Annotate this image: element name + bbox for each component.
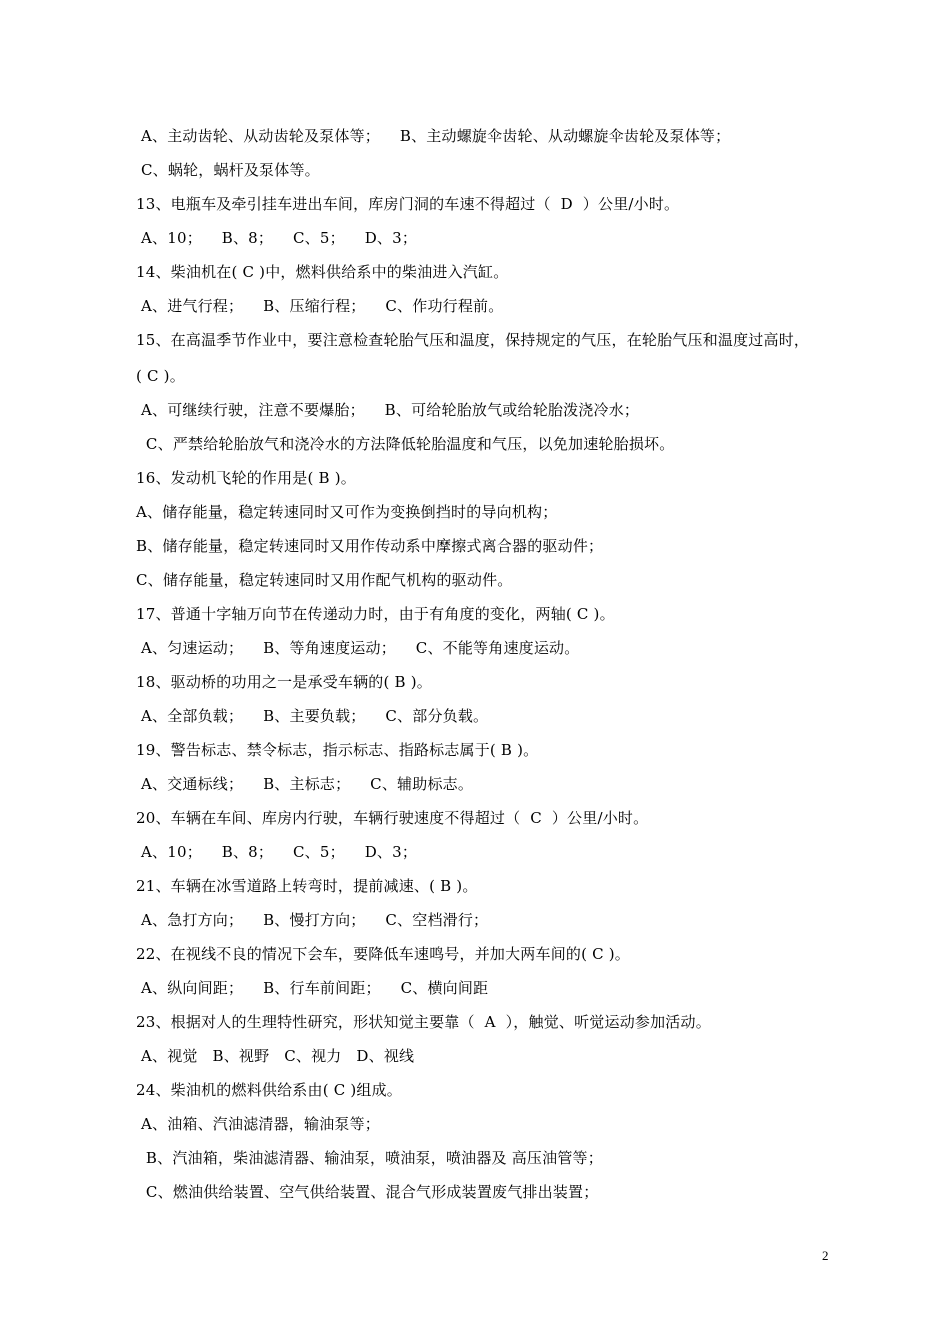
options-line: A、储存能量，稳定转速同时又可作为变换倒挡时的导向机构； <box>136 503 558 521</box>
question-line: 22、在视线不良的情况下会车，要降低车速鸣号，并加大两车间的( C )。 <box>136 945 631 963</box>
question-line: 18、驱动桥的功用之一是承受车辆的( B )。 <box>136 673 432 691</box>
question-line: 13、电瓶车及牵引挂车进出车间，库房门洞的车速不得超过（ D ）公里/小时。 <box>136 195 680 213</box>
options-line: A、交通标线； B、主标志； C、辅助标志。 <box>136 775 474 793</box>
question-line: 21、车辆在冰雪道路上转弯时，提前减速、( B )。 <box>136 877 478 895</box>
options-line: B、储存能量，稳定转速同时又用作传动系中摩擦式离合器的驱动件； <box>136 537 604 555</box>
options-line: C、严禁给轮胎放气和浇冷水的方法降低轮胎温度和气压，以免加速轮胎损坏。 <box>136 435 675 453</box>
options-line: C、储存能量，稳定转速同时又用作配气机构的驱动件。 <box>136 571 513 589</box>
question-line: 14、柴油机在( C )中，燃料供给系中的柴油进入汽缸。 <box>136 263 509 281</box>
question-line-continued: ( C )。 <box>136 367 185 385</box>
question-line: 17、普通十字轴万向节在传递动力时，由于有角度的变化，两轴( C )。 <box>136 605 615 623</box>
options-line: A、进气行程； B、压缩行程； C、作功行程前。 <box>136 297 504 315</box>
options-line: A、视觉 B、视野 C、视力 D、视线 <box>136 1047 415 1065</box>
question-line: 16、发动机飞轮的作用是( B )。 <box>136 469 356 487</box>
options-line: A、10； B、8； C、5； D、3； <box>136 229 418 247</box>
options-line: A、全部负载； B、主要负载； C、部分负载。 <box>136 707 489 725</box>
text-line: C、蜗轮，蜗杆及泵体等。 <box>136 161 320 179</box>
options-line: A、油箱、汽油滤清器，输油泵等； <box>136 1115 381 1133</box>
options-line: A、可继续行驶，注意不要爆胎； B、可给轮胎放气或给轮胎泼浇冷水； <box>136 401 640 419</box>
options-line: A、匀速运动； B、等角速度运动； C、不能等角速度运动。 <box>136 639 580 657</box>
options-line: A、急打方向； B、慢打方向； C、空档滑行； <box>136 911 489 929</box>
question-text-block <box>136 124 856 1214</box>
options-line: C、燃油供给装置、空气供给装置、混合气形成装置废气排出装置； <box>136 1183 599 1201</box>
options-line: A、纵向间距； B、行车前间距； C、横向间距 <box>136 979 489 997</box>
options-line: B、汽油箱，柴油滤清器、输油泵，喷油泵，喷油器及 高压油管等； <box>136 1149 603 1167</box>
options-line: A、10； B、8； C、5； D、3； <box>136 843 418 861</box>
question-line: 19、警告标志、禁令标志，指示标志、指路标志属于( B )。 <box>136 741 539 759</box>
question-line: 15、在高温季节作业中，要注意检查轮胎气压和温度，保持规定的气压，在轮胎气压和温度过高时， <box>136 331 810 349</box>
question-line: 20、车辆在车间、库房内行驶，车辆行驶速度不得超过（ C ）公里/小时。 <box>136 809 649 827</box>
question-line: 24、柴油机的燃料供给系由( C )组成。 <box>136 1081 403 1099</box>
question-line: 23、根据对人的生理特性研究，形状知觉主要靠（ A ），触觉、听觉运动参加活动。 <box>136 1013 711 1031</box>
page-number: 2 <box>822 1248 829 1263</box>
text-line: A、主动齿轮、从动齿轮及泵体等； B、主动螺旋伞齿轮、从动螺旋伞齿轮及泵体等； <box>136 127 731 145</box>
